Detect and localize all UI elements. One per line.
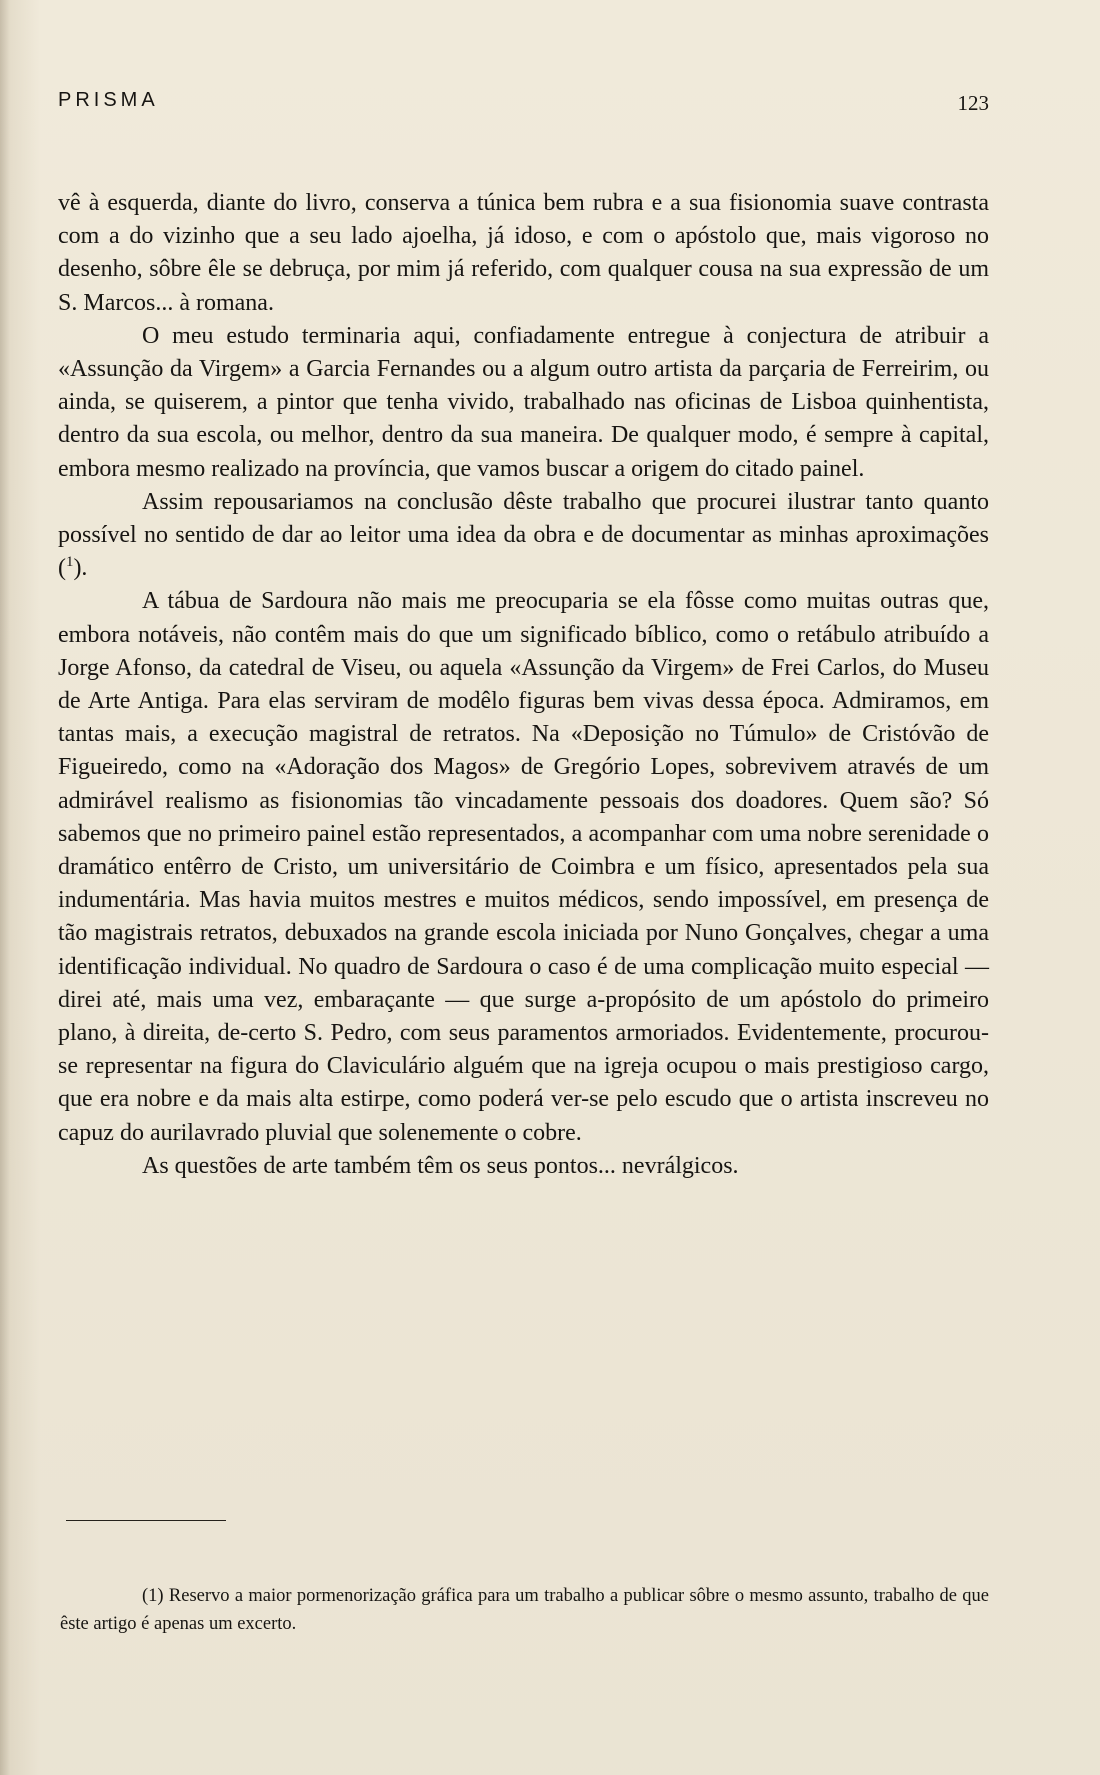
footnote-divider <box>66 1520 226 1521</box>
paragraph-sardoura-panel: A tábua de Sardoura não mais me preocuparia se ela fôsse como muitas outras que, embora notáveis, não contêm mais do que um significado bíblico, como o retábulo atribuído a Jorge Afonso, da catedral de Viseu, ou aquela «Assunção da Virgem» de Frei Carlos, do Museu de Arte Antiga. Para elas serviram de modêlo figuras bem vivas dessa época. Admiramos, em tantas mais, a execução magistral de retratos. Na «Deposição no Túmulo» de Cristóvão de Figueiredo, como na «Adoração dos Magos» de Gregório Lopes, sobrevivem através de um admirável realismo as fisionomias tão vincadamente pessoais dos doadores. Quem são? Só sabemos que no primeiro painel estão representados, a acompanhar com uma nobre serenidade o dramático entêrro de Cristo, um universitário de Coimbra e um físico, apresentados pela sua indumentária. Mas havia muitos mestres e muitos médicos, sendo impossível, em presença de tão magistrais retratos, debuxados na grande escola iniciada por Nuno Gonçalves, chegar a uma identificação individual. No quadro de Sardoura o caso é de uma complicação muito especial — direi até, mais uma vez, embaraçante — que surge a-propósito de um apóstolo do primeiro plano, à direita, de-certo S. Pedro, com seus paramentos armoriados. Evidentemente, procurou-se representar na figura do Claviculário alguém que na igreja ocupou o mais prestigioso cargo, que era nobre e da mais alta estirpe, como poderá ver-se pelo escudo que o artista inscreveu no capuz do aurilavrado pluvial que solenemente o cobre. <box>58 588 989 1146</box>
page-header <box>58 88 989 124</box>
page-number: 123 <box>957 91 989 115</box>
paragraph-conclusion-text: Assim repousariamos na conclusão dêste trabalho que procurei ilustrar tanto quanto possível no sentido de dar ao leitor uma idea da obra e de documentar as minhas aproximações ( <box>58 488 989 582</box>
footnote <box>60 1582 989 1638</box>
paragraph-closing: As questões de arte também têm os seus pontos... nevrálgicos. <box>142 1152 739 1179</box>
footnote-reference: 1 <box>66 554 74 571</box>
paragraph-conclusion <box>58 486 989 586</box>
paragraph-conclusion-end: ). <box>73 555 88 582</box>
running-title: PRISMA <box>58 89 159 111</box>
footnote-mark: (1) <box>142 1585 164 1606</box>
paragraph-continued: vê à esquerda, diante do livro, conserva a túnica bem rubra e a sua fisionomia suave contrasta com a do vizinho que a seu lado ajoelha, já idoso, e com o apóstolo que, mais vigoroso no desenho, sôbre êle se debruça, por mim já referido, com qualquer cousa na sua expressão de um S. Marcos... à romana. <box>58 190 989 316</box>
footnote-text: Reservo a maior pormenorização gráfica para um trabalho a publicar sôbre o mesmo assunto, trabalho de que êste artigo é apenas um excerto. <box>60 1585 990 1634</box>
paragraph-conjecture: O meu estudo terminaria aqui, confiadamente entregue à conjectura de atribuir a «Assunção da Virgem» a Garcia Fernandes ou a algum outro artista da parçaria de Ferreirim, ou ainda, se quiserem, a pintor que tenha vivido, trabalhado nas oficinas de Lisboa quinhentista, dentro da sua escola, ou melhor, dentro da sua maneira. De qualquer modo, é sempre à capital, embora mesmo realizado na província, que vamos buscar a origem do citado painel. <box>58 322 989 482</box>
article-body <box>58 187 989 1183</box>
